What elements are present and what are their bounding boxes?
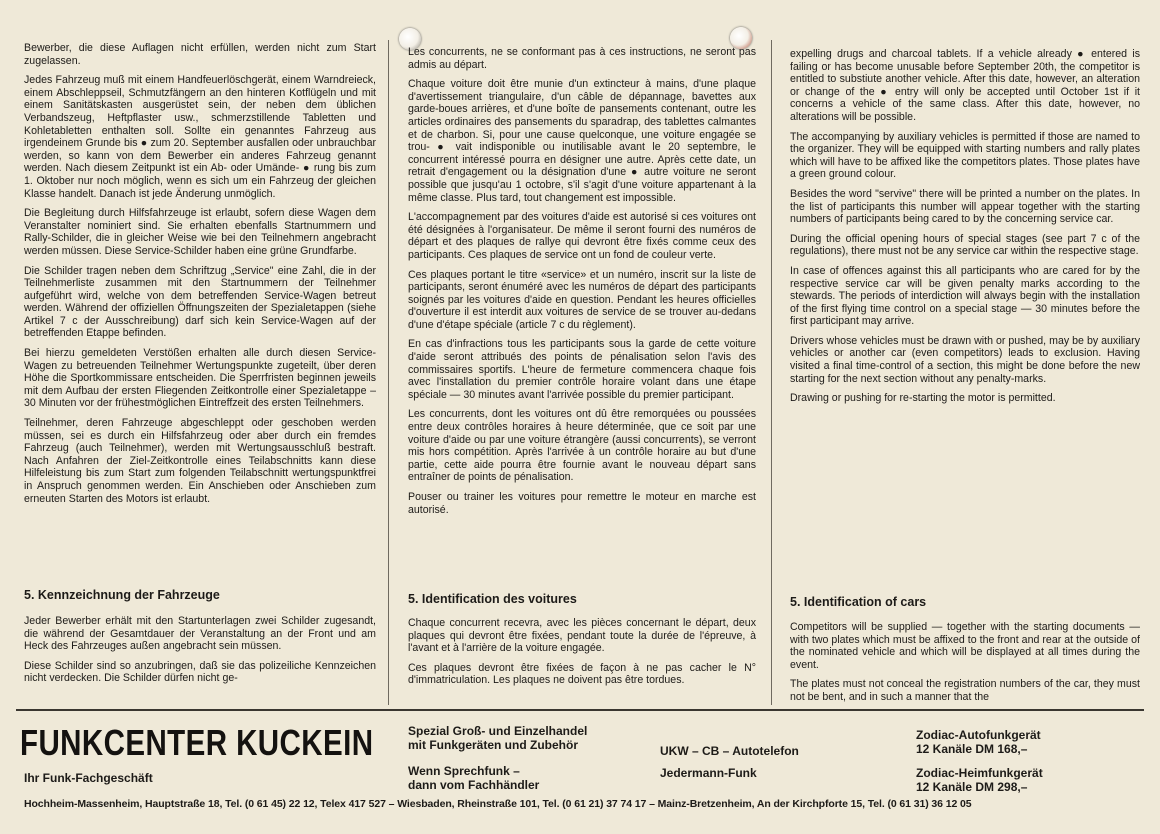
paragraph: Ces plaques portant le titre «service» et un numéro, inscrit sur la liste de participants, seront énuméré avec les numéros de départ des participants soignés par les voitures d'aide en question. Pendant les heures officielles d'ouverture il est interdit aux voitures de service de se trouver au-dedans d'une d'étape spéciale (article 7 c du règlement).	[408, 268, 756, 331]
paragraph: L'accompagnement par des voitures d'aide est autorisé si ces voitures ont été désignées à l'organisateur. De même il seront fourni des numéros de départ et des plaques de rallye qui devront être fixés comme ceux des participants. Ces plaques de service ont un fond de couleur verte.	[408, 211, 756, 261]
paragraph: During the official opening hours of special stages (see part 7 c of the regulations), there must not be any service car within the respective stage.	[790, 232, 1140, 258]
ad-line: Wenn Sprechfunk –	[408, 764, 520, 778]
paragraph: Drivers whose vehicles must be drawn with or pushed, may be by auxiliary vehicles or another car (even competitors) leads to exclusion. Having visited a final time-control of a section, this might be done before the new starting for the next section without any penalty-marks.	[790, 334, 1140, 385]
section-heading-en: 5. Identification of cars	[790, 595, 927, 609]
ad-tagline-2	[408, 764, 539, 792]
ad-line: mit Funkgeräten und Zubehör	[408, 738, 578, 752]
paragraph: Competitors will be supplied — together with the starting documents — with two plates which must be affixed to the front and rear at the outside of the nominated vehicle and which will be displayed at all times during the event.	[790, 621, 1140, 671]
paragraph: Drawing or pushing for re-starting the motor is permitted.	[790, 392, 1056, 405]
section-heading-fr: 5. Identification des voitures	[408, 592, 577, 606]
ad-line: 12 Kanäle DM 168,–	[916, 742, 1028, 756]
paragraph: Chaque concurrent recevra, avec les pièces concernant le départ, deux plaques qui devront être fixées, pendant toute la durée de l'épreuve, à l'avant et à l'arrière de la voiture engagée.	[408, 617, 756, 655]
ad-offer-2	[916, 766, 1043, 794]
paragraph: Besides the word "servive" there will be printed a number on the plates. In the list of participants this number will appear together with the starting numbers of participants being cared to by the concerning service car.	[790, 187, 1140, 226]
ad-company-name: FUNKCENTER KUCKEIN	[20, 722, 374, 763]
ad-line: Spezial Groß- und Einzelhandel	[408, 724, 588, 738]
paragraph: Jedes Fahrzeug muß mit einem Handfeuerlöschgerät, einem Warndreieck, einem Abschleppseil, Schmutzfängern an den hinteren Kotflügeln und mit einem Sanitätskasten ausgerüstet sein, der neben dem üblichen Verbandszeug, Heftpflaster usw., schmerzstillende Tabletten und Kohletabletten enthalten soll. Sollte ein genanntes Fahrzeug aus irgendeinem Grunde bis ● zum 20. September ausfallen oder unbrauchbar werden, so kann von dem Bewerber ein anderes Fahrzeug genannt werden. Nach diesem Zeitpunkt ist ein Ab- oder Umände- ● rung bis zum 1. Oktober nur noch möglich, wenn es sich um ein Fahrzeug der gleichen Klasse handelt. Danach ist jede Änderung unmöglich.	[24, 74, 376, 200]
german-column	[24, 42, 376, 512]
ad-addresses: Hochheim-Massenheim, Hauptstraße 18, Tel. (0 61 45) 22 12, Telex 417 527 – Wiesbaden, Rheinstraße 101, Tel. (0 61 21) 37 74 17 – Mainz-Bretzenheim, An der Kirchpforte 15, Tel. (0 61 31) 36 12 05	[24, 798, 972, 810]
paragraph: Die Schilder tragen neben dem Schriftzug „Service" eine Zahl, die in der Teilnehmerliste zusammen mit den Startnummern der Teilnehmer aufgeführt wird, welche von dem betreffenden Service-Wagen betreut werden. Während der offiziellen Öffnungszeiten der Spezialetappen (siehe Artikel 7 c der Ausschreibung) darf sich kein Service-Wagen auf der betreffenden Etappe befinden.	[24, 264, 376, 340]
paragraph: Teilnehmer, deren Fahrzeuge abgeschleppt oder geschoben werden müssen, sei es durch ein Hilfsfahrzeug oder aber durch ein fremdes Fahrzeug (auch Teilnehmer), werden mit Wertungsausschluß bestraft. Nach Anfahren der Ziel-Zeitkontrolle eines Teilabschnitts kann diese Hilfeleistung bis zum Start zum folgenden Teilabschnitt wertungspunktfrei in Anspruch genommen werden. Ein Anschieben oder Anschieben zum erneuten Starten des Motors ist erlaubt.	[24, 417, 376, 505]
ad-tagline-1	[408, 724, 587, 752]
paragraph: Die Begleitung durch Hilfsfahrzeuge ist erlaubt, sofern diese Wagen dem Veranstalter nominiert sind. Sie erhalten ebenfalls Startnummern und Rally-Schilder, die in gleicher Weise wie bei den Teilnehmern angebracht werden müssen. Diese Service-Schilder haben eine grüne Grundfarbe.	[24, 207, 376, 257]
paragraph: Jeder Bewerber erhält mit den Startunterlagen zwei Schilder zugesandt, die während der Gesamtdauer der Veranstaltung an der Front und am Heck des Fahrzeuges außen angebracht sein müssen.	[24, 615, 376, 653]
paragraph: Les concurrents, ne se conformant pas à ces instructions, ne seront pas admis au départ.	[408, 46, 756, 71]
paragraph: Les concurrents, dont les voitures ont dû être remorquées ou poussées entre deux contrôles horaires à heure déterminée, que ce soit par une voiture d'aide ou par une voiture étrangère (aussi concurrents), se verront mis hors compétition. Après l'arrivée à un contrôle horaire au but d'une partie, cette aide pourra être fournie avant le nouveau départ sans entraîner de points de pénalisation.	[408, 408, 756, 484]
french-column	[408, 46, 756, 523]
paragraph: Bewerber, die diese Auflagen nicht erfüllen, werden nicht zum Start zugelassen.	[24, 42, 376, 67]
section-body-de	[24, 615, 376, 692]
paragraph: Pouser ou trainer les voitures pour remettre le moteur en marche est autorisé.	[408, 491, 756, 516]
paragraph: The plates must not conceal the registration numbers of the car, they must not be bent, and in such a manner that the	[790, 678, 1140, 703]
paragraph: Bei hierzu gemeldeten Verstößen erhalten alle durch diesen Service-Wagen zu betreuenden Teilnehmer Wertungspunkte zugeteilt, über deren Höhe die Sportkommissare entscheiden. Die Sperrfristen beginnen jeweils mit dem Aufbau der ersten Fliegenden Zeitkontrolle einer Spezialetappe – 30 Minuten vor der frühestmöglichen Eintreffzeit des ersten Teilnehmers.	[24, 347, 376, 410]
ad-offer-1	[916, 728, 1041, 756]
paragraph: Ces plaques devront être fixées de façon à ne pas cacher le N° d'immatriculation. Les plaques ne doivent pas être tordues.	[408, 661, 756, 687]
ad-separator	[16, 709, 1144, 711]
column-divider	[388, 40, 389, 705]
ad-subtitle: Ihr Funk-Fachgeschäft	[24, 771, 153, 785]
paragraph: expelling drugs and charcoal tablets. If a vehicle already ● entered is failing or has become unusable before September 20th, the competitor is entitled to substiute another vehicle. After this date, however, an alteration or change of the ● entry will only be accepted until October 1st if it concerns a vehicle of the same class. After this date, however, no alterations will be possible.	[790, 48, 1140, 123]
column-divider	[771, 40, 772, 705]
ad-line: Zodiac-Heimfunkgerät	[916, 766, 1043, 780]
ad-line: dann vom Fachhändler	[408, 778, 540, 792]
paragraph: The accompanying by auxiliary vehicles is permitted if those are named to the organizer. They will be equipped with starting numbers and rally plates which will have to be affixed like the competitors plates. Those plates have a green ground colour.	[790, 130, 1140, 181]
paragraph: En cas d'infractions tous les participants sous la garde de cette voiture d'aide seront attribués des points de pénalisation selon l'avis des commissaires sportifs. L'heure de fermeture commencera chaque fois avec l'installation du premier contrôle horaire volant dans une étape spéciale — 30 minutes avant l'arrivée possible du premier participant.	[408, 338, 756, 401]
paragraph: Chaque voiture doit être munie d'un extincteur à mains, d'une plaque d'avertissement triangulaire, d'un câble de dépannage, bavettes aux garde-boues arrières, et d'une boîte de pansements contenant, outre les articles ordinaires des pansements du sparadrap, des tablettes calmantes et de charbon. Si, pour une cause quelconque, une voiture engagée se trou- ● vait indisponible ou inutilisable avant le 20 septembre, le concurrent intéressé pourra en désigner une autre. Après cette date, un retrait d'engagement ou la désignation d'une ● autre voiture ne seront possible que jusqu'au 1 octobre, s'il s'agit d'une voiture appartenant à la même classe. Plus tard, tout changement est impossible.	[408, 78, 756, 204]
paragraph: Diese Schilder sind so anzubringen, daß sie das polizeiliche Kennzeichen nicht verdecken. Die Schilder dürfen nicht ge-	[24, 659, 376, 685]
ad-line: 12 Kanäle DM 298,–	[916, 780, 1028, 794]
ad-products: UKW – CB – Autotelefon	[660, 744, 799, 758]
paragraph: In case of offences against this all participants who are cared for by the respective service car will be given penalty marks according to the stewards. The periods of interdiction will always begin with the installation of the first flying time control on a special stage — 30 minutes before the first participant may arrive.	[790, 264, 1140, 328]
section-heading-de: 5. Kennzeichnung der Fahrzeuge	[24, 588, 220, 602]
section-body-fr	[408, 617, 756, 694]
ad-products-2: Jedermann-Funk	[660, 766, 757, 780]
english-column	[790, 48, 1140, 412]
ad-line: Zodiac-Autofunkgerät	[916, 728, 1041, 742]
section-body-en	[790, 621, 1140, 711]
